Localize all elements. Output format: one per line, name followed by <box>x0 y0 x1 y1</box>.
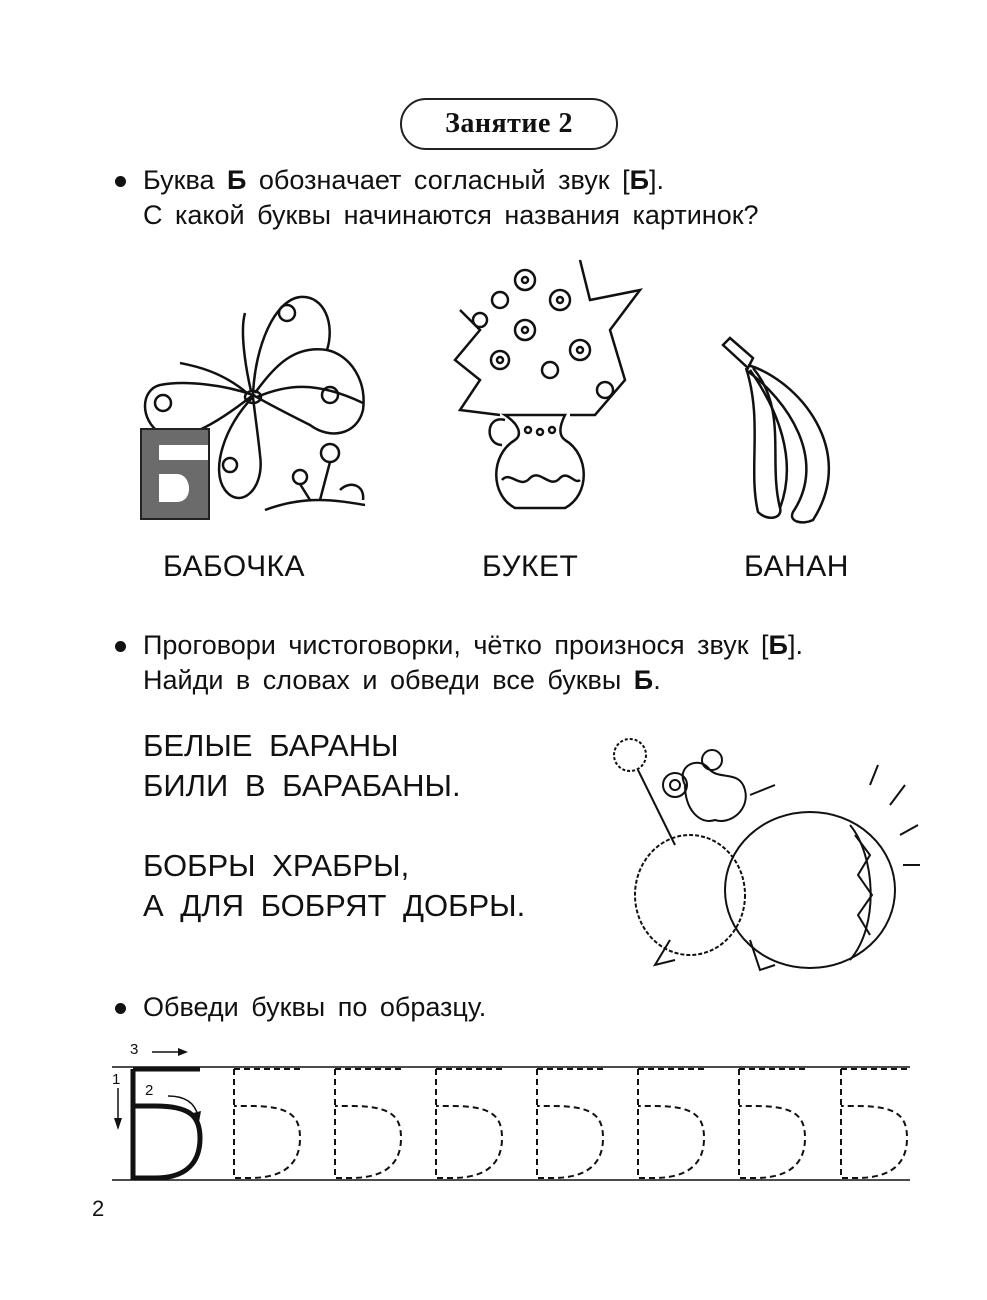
bullet-icon <box>115 176 126 187</box>
page-number: 2 <box>92 1196 105 1221</box>
tongue-twister-2: БОБРЫ ХРАБРЫ, А ДЛЯ БОБРЯТ ДОБРЫ. <box>143 848 526 923</box>
letter-b-badge <box>140 428 210 520</box>
task3-instruction: Обведи буквы по образцу. <box>143 990 486 1025</box>
stroke-number-3: 3 <box>130 1041 139 1058</box>
task1-instruction: Буква Б обозначает согласный звук [Б]. С какой буквы начинаются названия картинок? <box>143 163 759 233</box>
tracing-lines <box>100 1038 912 1188</box>
task2-instruction: Проговори чистоговорки, чётко произнося звук [Б]. Найди в словах и обведи все буквы Б. <box>143 628 803 698</box>
bouquet-icon <box>440 240 645 520</box>
bullet-icon <box>115 1003 126 1014</box>
lesson-title: Занятие 2 <box>445 108 573 139</box>
sheep-with-drum-icon <box>600 725 920 980</box>
stroke-number-1: 1 <box>112 1071 121 1088</box>
banana-icon <box>718 250 868 525</box>
banana-picture <box>718 250 868 525</box>
caption-banana: БАНАН <box>744 550 849 583</box>
tongue-twister-1: БЕЛЫЕ БАРАНЫ БИЛИ В БАРАБАНЫ. <box>143 728 461 803</box>
lesson-title-badge <box>400 98 618 150</box>
sheep-drum-picture <box>600 725 920 980</box>
bouquet-picture <box>440 240 645 520</box>
stroke-number-2: 2 <box>145 1082 154 1099</box>
caption-bouquet: БУКЕТ <box>482 550 579 583</box>
letter-tracing-area[interactable] <box>100 1038 912 1188</box>
butterfly-picture <box>135 285 370 525</box>
bullet-icon <box>115 641 126 652</box>
caption-butterfly: БАБОЧКА <box>163 550 306 583</box>
letter-b-shape <box>142 430 208 518</box>
